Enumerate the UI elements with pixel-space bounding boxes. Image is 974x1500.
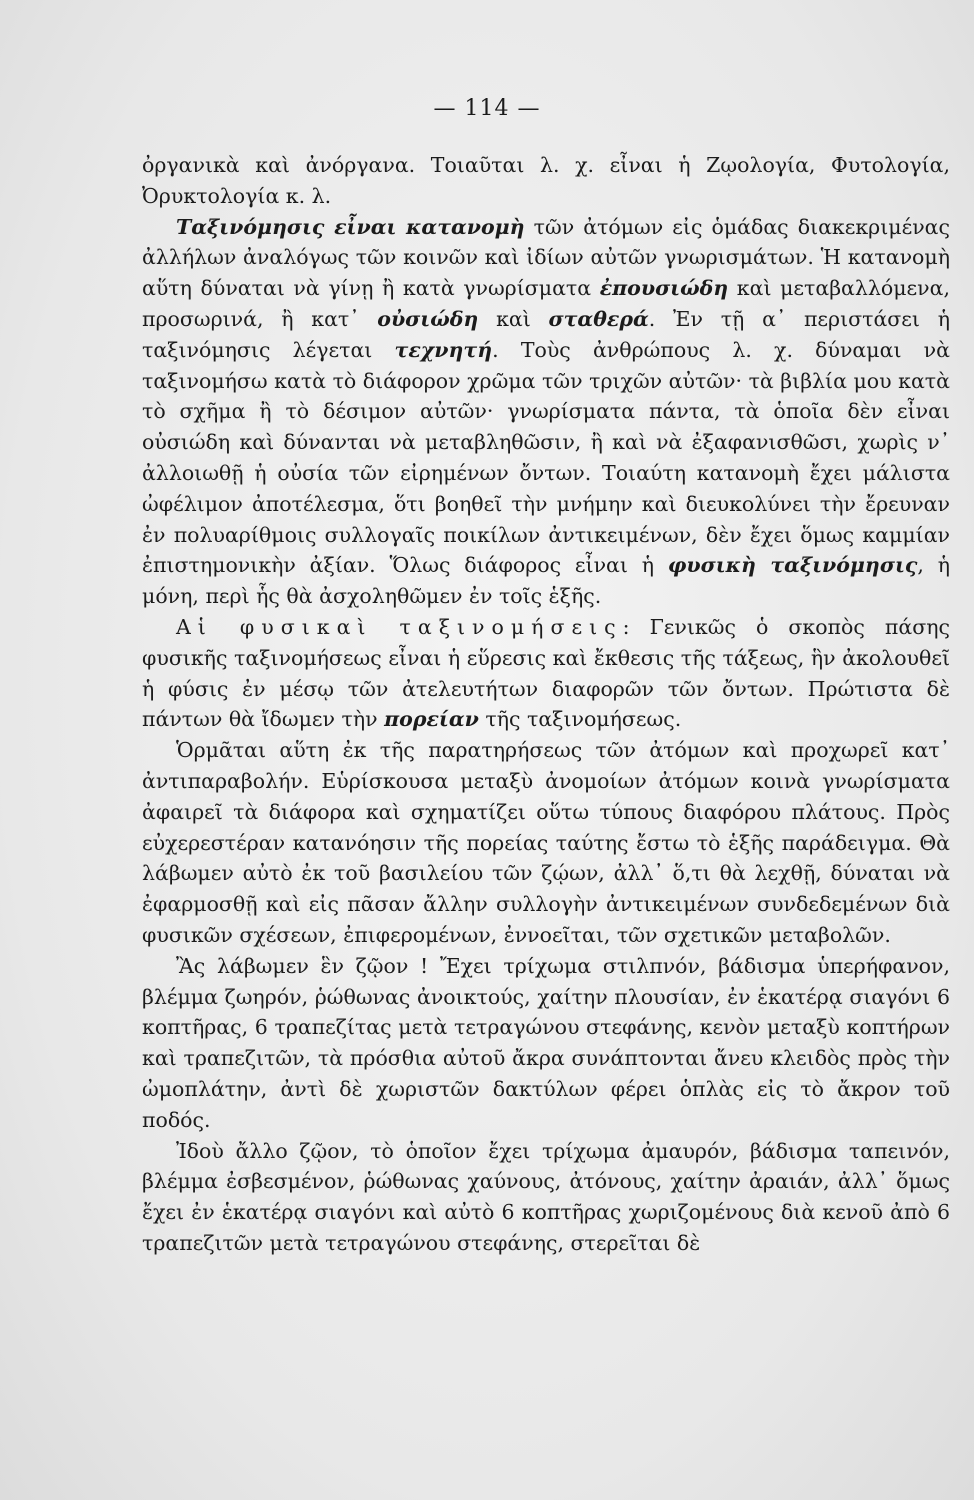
paragraph-3-text-a: : Γενικῶς ὁ σκοπὸς πάσης φυσικῆς ταξινομήσεως εἶναι ἡ εὕρεσις καὶ ἔκθεσις τῆς τάξεως, ἣν ἀκολουθεῖ ἡ φύσις ἐν μέσῳ τῶν ἀτελευτήτων διαφορῶν τῶν ὄντων. Πρώτιστα δὲ πάντων θὰ ἴδωμεν τὴν — [142, 614, 950, 732]
paragraph-2-text-k: , ἡ μόνη, περὶ ἧς θὰ ἀσχοληθῶμεν ἐν τοῖς ἑξῆς. — [142, 553, 950, 609]
paragraph-3-text-c: τῆς ταξινομήσεως. — [478, 707, 682, 732]
paragraph-2-text-g: . Ἐν τῇ α᾿ περιστάσει ἡ ταξινόμησις λέγεται — [142, 306, 950, 362]
definition-term: Ταξινόμησις εἶναι κατανομὴ — [176, 214, 525, 239]
paragraph-5: Ἂς λάβωμεν ἓν ζῷον ! Ἔχει τρίχωμα στιλπνόν, βάδισμα ὑπερήφανον, βλέμμα ζωηρόν, ῥώθωνας ἀνοικτούς, χαίτην πλουσίαν, ἐν ἑκατέρᾳ σιαγόνι 6 κοπτῆρας, 6 τραπεζίτας μετὰ τετραγώνου στεφάνης, κενὸν μεταξὺ κοπτήρων καὶ τραπεζιτῶν, τὰ πρόσθια αὐτοῦ ἄκρα συνάπτονται ἄνευ κλειδὸς πρὸς τὴν ὠμοπλάτην, ἀντὶ δὲ χωριστῶν δακτύλων φέρει ὁπλὰς εἰς τὸ ἄκρον τοῦ ποδός. — [142, 953, 950, 1132]
paragraph-2-text-a: τῶν ἀτόμων εἰς ὁμάδας διακεκριμένας ἀλλήλων ἀναλόγως τῶν κοινῶν καὶ ἰδίων αὐτῶν γνωρισμάτων. Ἡ κατανομὴ αὕτη δύναται νὰ γίνῃ ἢ κατὰ γνωρίσματα — [142, 214, 950, 301]
paragraph-6: Ἰδοὺ ἄλλο ζῷον, τὸ ὁποῖον ἔχει τρίχωμα ἀμαυρόν, βάδισμα ταπεινόν, βλέμμα ἐσβεσμένον, ῥώθωνας χαύνους, ἀτόνους, χαίτην ἀραιάν, ἀλλ᾿ ὅμως ἔχει ἐν ἑκατέρᾳ σιαγόνι καὶ αὐτὸ 6 κοπτῆρας χωριζομένους διὰ κενοῦ ἀπὸ 6 τραπεζιτῶν μετὰ τετραγώνου στεφάνης, στερεῖται δὲ — [142, 1138, 950, 1255]
paragraph-2-text-e: καὶ — [478, 306, 549, 331]
emphasis-poreian: πορείαν — [384, 707, 479, 732]
paragraph-4: Ὁρμᾶται αὕτη ἐκ τῆς παρατηρήσεως τῶν ἀτόμων καὶ προχωρεῖ κατ᾿ ἀντιπαραβολήν. Εὑρίσκουσα μεταξὺ ἀνομοίων ἀτόμων κοινὰ γνωρίσματα ἀφαιρεῖ τὰ διάφορα καὶ σχηματίζει οὕτω τύπους διαφόρου πλάτους. Πρὸς εὐχερεστέραν κατανόησιν τῆς πορείας ταύτης ἔστω τὸ ἑξῆς παράδειγμα. Θὰ λάβωμεν αὐτὸ ἐκ τοῦ βασιλείου τῶν ζῴων, ἀλλ᾿ ὅ,τι θὰ λεχθῇ, δύναται νὰ ἐφαρμοσθῇ καὶ εἰς πᾶσαν ἄλλην συλλογὴν ἀντικειμένων συνδεδεμένων διὰ φυσικῶν σχέσεων, ἐπιφερομένων, ἐννοεῖται, τῶν σχετικῶν μεταβολῶν. — [142, 738, 950, 947]
emphasis-stathera: σταθερά — [548, 306, 649, 331]
paragraph-2 — [142, 212, 950, 612]
emphasis-epousiodi: ἐπουσιώδη — [599, 276, 729, 301]
paragraph-3 — [142, 612, 950, 735]
paragraph-1: ὀργανικὰ καὶ ἀνόργανα. Τοιαῦται λ. χ. εἶναι ἡ Ζῳολογία, Φυτολογία, Ὀρυκτολογία κ. λ. — [142, 153, 950, 208]
emphasis-techniti: τεχνητή — [394, 337, 493, 362]
section-heading: Αἱ φυσικαὶ ταξινομήσεις — [176, 614, 623, 639]
paragraph-2-text-c: καὶ μεταβαλλόμενα, προσωρινά, ἢ κατ᾿ — [142, 276, 950, 331]
emphasis-fysiki-taxinomisis: φυσικὴ ταξινόμησις — [667, 553, 918, 578]
page-number: — 114 — — [433, 96, 541, 121]
paragraph-2-text-i: . Τοὺς ἀνθρώπους λ. χ. δύναμαι νὰ ταξινομήσω κατὰ τὸ διάφορον χρῶμα τῶν τριχῶν αὐτῶν· τὰ βιβλία μου κατὰ τὸ σχῆμα ἢ τὸ δέσιμον αὐτῶν· γνωρίσματα πάντα, τὰ ὁποῖα δὲν εἶναι οὐσιώδη καὶ δύνανται νὰ μεταβληθῶσιν, ἢ καὶ νὰ ἐξαφανισθῶσι, χωρὶς ν᾿ ἀλλοιωθῇ ἡ οὐσία τῶν εἰρημένων ὄντων. Τοιαύτη κατανομὴ ἔχει μάλιστα ὠφέλιμον ἀποτέλεσμα, ὅτι βοηθεῖ τὴν μνήμην καὶ διευκολύνει τὴν ἔρευναν ἐν πολυαρίθμοις συλλογαῖς ποικίλων ἀντικειμένων, δὲν ἔχει ὅμως καμμίαν ἐπιστημονικὴν ἀξίαν. Ὅλως διάφορος εἶναι ἡ — [142, 337, 950, 578]
body-text — [142, 150, 950, 1259]
emphasis-ousiodi: οὐσιώδη — [377, 306, 479, 331]
